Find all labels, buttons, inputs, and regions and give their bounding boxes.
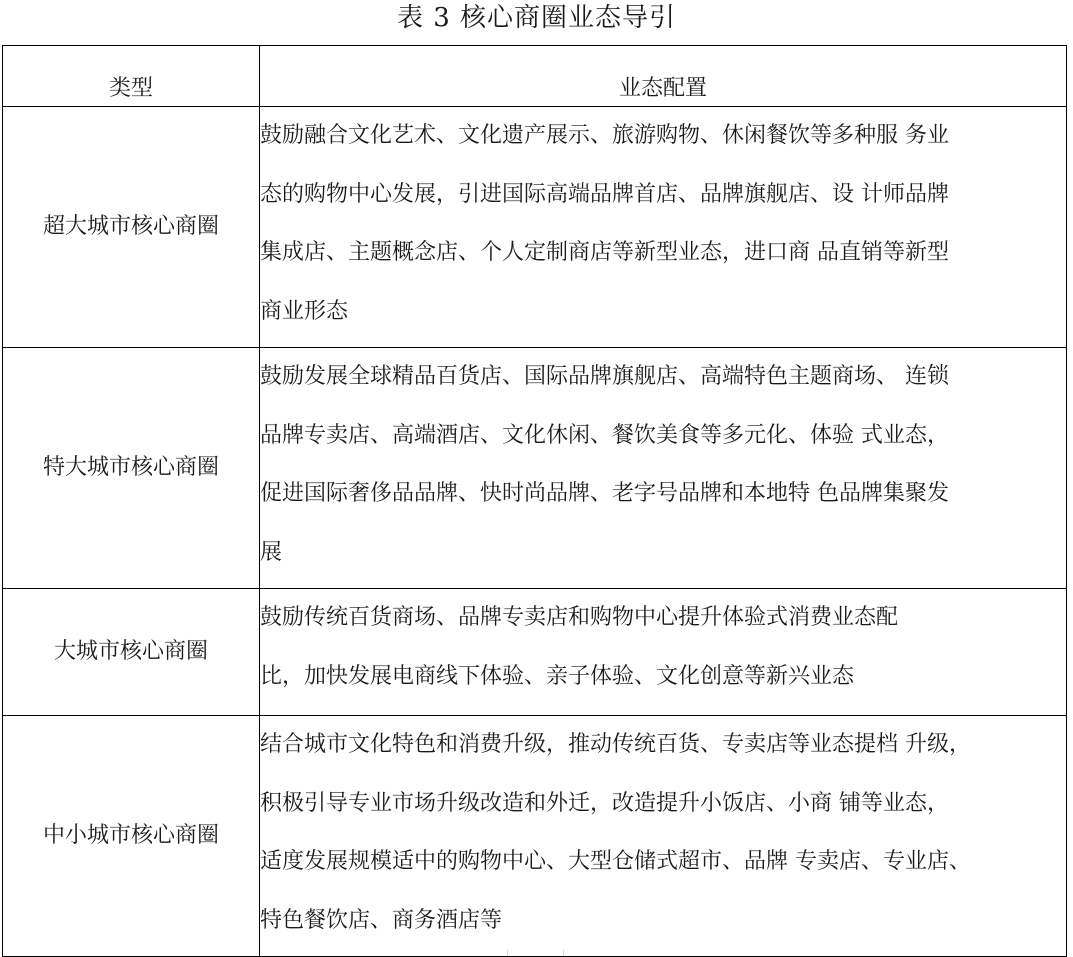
configuration-cell bbox=[260, 348, 1067, 589]
configuration-line: 集成店、主题概念店、个人定制商店等新型业态，进口商 品直销等新型 bbox=[260, 240, 949, 265]
type-cell: 大城市核心商圈 bbox=[3, 589, 260, 716]
configuration-line: 品牌专卖店、高端酒店、文化休闲、餐饮美食等多元化、体验 式业态， bbox=[260, 422, 949, 448]
configuration-line: 鼓励发展全球精品百货店、国际品牌旗舰店、高端特色主题商场、 连锁 bbox=[260, 364, 949, 389]
page-edge-fragment bbox=[507, 950, 564, 956]
business-format-table bbox=[2, 45, 1067, 957]
configuration-line: 积极引导专业市场升级改造和外迁，改造提升小饭店、小商 铺等业态， bbox=[260, 790, 949, 816]
configuration-line: 鼓励融合文化艺术、文化遗产展示、旅游购物、休闲餐饮等多种服 务业 bbox=[260, 123, 949, 148]
table-row bbox=[3, 107, 1067, 348]
table-row bbox=[3, 716, 1067, 957]
configuration-cell bbox=[260, 589, 1067, 716]
configuration-line: 比，加快发展电商线下体验、亲子体验、文化创意等新兴业态 bbox=[260, 664, 855, 689]
table-row bbox=[3, 589, 1067, 716]
configuration-cell bbox=[260, 107, 1067, 348]
table-row bbox=[3, 348, 1067, 589]
table-header-row bbox=[3, 46, 1067, 107]
configuration-line: 鼓励传统百货商场、品牌专卖店和购物中心提升体验式消费业态配 bbox=[260, 605, 899, 630]
configuration-line: 结合城市文化特色和消费升级，推动传统百货、专卖店等业态提档 升级， bbox=[260, 732, 971, 757]
configuration-line: 态的购物中心发展，引进国际高端品牌首店、品牌旗舰店、设 计师品牌 bbox=[260, 181, 949, 207]
configuration-line: 适度发展规模适中的购物中心、大型仓储式超市、品牌 专卖店、专业店、 bbox=[260, 849, 971, 874]
configuration-line: 商业形态 bbox=[260, 298, 349, 324]
type-cell: 超大城市核心商圈 bbox=[3, 107, 260, 348]
type-cell: 中小城市核心商圈 bbox=[3, 716, 260, 957]
configuration-line: 促进国际奢侈品品牌、快时尚品牌、老字号品牌和本地特 色品牌集聚发 bbox=[260, 481, 949, 506]
type-cell: 特大城市核心商圈 bbox=[3, 348, 260, 589]
configuration-line: 展 bbox=[260, 539, 283, 565]
table-title: 表 3 核心商圈业态导引 bbox=[396, 3, 677, 33]
header-type: 类型 bbox=[3, 46, 260, 107]
configuration-line: 特色餐饮店、商务酒店等 bbox=[260, 907, 503, 933]
header-configuration: 业态配置 bbox=[260, 46, 1067, 107]
configuration-cell bbox=[260, 716, 1067, 957]
